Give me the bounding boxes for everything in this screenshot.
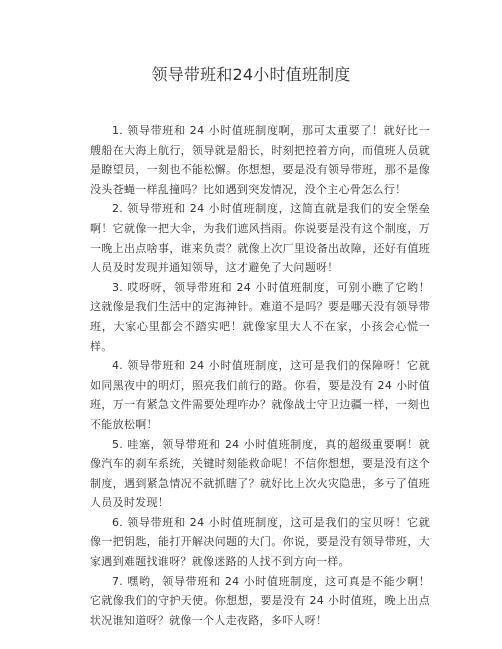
document-body bbox=[90, 121, 430, 630]
paragraph-3: 3. 哎呀呀，领导带班和 24 小时值班制度，可别小瞧了它哟！这就像是我们生活中的定海神针。难道不是吗？要是哪天没有领导带班，大家心里都会不踏实吧！就像家里大人不在家，小孩会心慌一样。 bbox=[90, 280, 430, 353]
paragraph-1: 1. 领导带班和 24 小时值班制度啊，那可太重要了！就好比一艘船在大海上航行，领导就是船长，时刻把控着方向，而值班人员就是瞭望员，一刻也不能松懈。你想想，要是没有领导带班，那不是像没头苍蝇一样乱撞吗？比如遇到突发情况，没个主心骨怎么行！ bbox=[90, 124, 430, 196]
paragraph-5: 5. 哇塞，领导带班和 24 小时值班制度，真的超级重要啊！就像汽车的刹车系统，关键时刻能救命呢！不信你想想，要是没有这个制度，遇到紧急情况不就抓瞎了？就好比上次火灾隐患，多亏了值班人员及时发现！ bbox=[90, 437, 430, 510]
paragraph-7: 7. 嘿哟，领导带班和 24 小时值班制度，这可真是不能少啊！它就像我们的守护天使。你想想，要是没有 24 小时值班，晚上出点状况谁知道呀？就像一个人走夜路，多吓人呀！ bbox=[90, 574, 430, 627]
document-title: 领导带班和24小时值班制度 bbox=[151, 65, 351, 84]
paragraph-4: 4. 领导带班和 24 小时值班制度，这可是我们的保障呀！它就如同黑夜中的明灯，照亮我们前行的路。你看，要是没有 24 小时值班，万一有紧急文件需要处理咋办？就像战士守卫边疆一样，一刻也不能放松啊！ bbox=[90, 359, 430, 431]
paragraph-6: 6. 领导带班和 24 小时值班制度，这可是我们的宝贝呀！它就像一把钥匙，能打开解决问题的大门。你说，要是没有领导带班，大家遇到难题找谁呀？就像迷路的人找不到方向一样。 bbox=[90, 515, 430, 569]
paragraph-2: 2. 领导带班和 24 小时值班制度，这简直就是我们的安全堡垒啊！它就像一把大伞，为我们遮风挡雨。你说要是没有这个制度，万一晚上出点啥事，谁来负责？就像上次厂里设备出故障，还好有值班人员及时发现并通知领导，这才避免了大问题呀！ bbox=[90, 202, 430, 275]
